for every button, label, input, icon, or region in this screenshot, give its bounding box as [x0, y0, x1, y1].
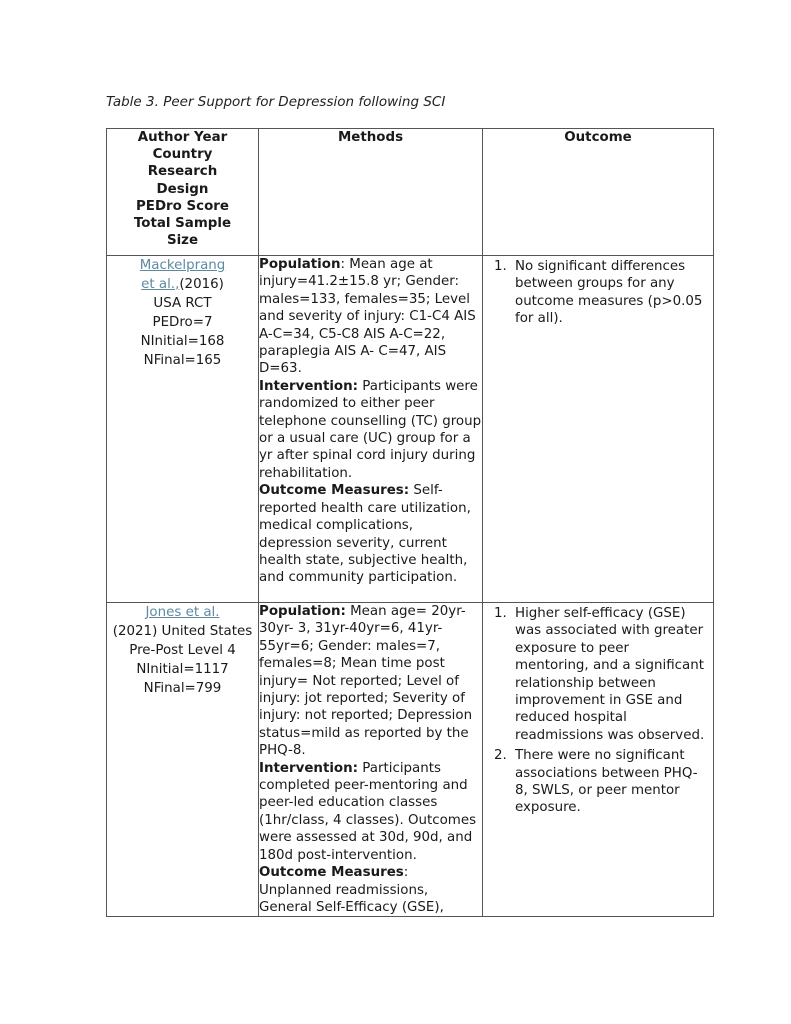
methods-separator: :	[340, 257, 350, 272]
study-line: NInitial=168	[140, 334, 225, 349]
study-line: USA RCT	[153, 296, 212, 311]
table-row	[107, 256, 714, 603]
outcome-cell	[483, 603, 714, 917]
study-year: (2016)	[179, 277, 224, 292]
header-author-line: Total Sample	[133, 216, 232, 232]
methods-section-text: Mean age at injury=41.2±15.8 yr; Gender: males=133, females=35; Level and severity of injury: C1-C4 AIS A-C=34, C5-C8 AIS A-C=22, paraplegia AIS A- C=47, AIS D=63.	[259, 257, 476, 377]
outcome-item: 1. Higher self-efficacy (GSE) was associated with greater exposure to peer mentoring, and a significant relationship between improvement in GSE and reduced hospital readmissions was observed.	[511, 605, 705, 744]
study-line: NFinal=799	[143, 681, 222, 696]
study-cell	[107, 256, 259, 603]
header-author-line: PEDro Score	[135, 198, 229, 214]
methods-section-label: Intervention:	[259, 378, 359, 394]
outcome-list	[483, 603, 713, 817]
methods-section-label: Population:	[259, 604, 346, 619]
peer-support-table	[106, 128, 714, 917]
outcome-list	[483, 256, 713, 328]
study-line: NInitial=1117	[136, 662, 229, 677]
study-link[interactable]: Mackelprang	[139, 258, 226, 273]
methods-section-label: Outcome Measures:	[259, 483, 410, 499]
outcome-cell	[483, 256, 714, 603]
header-author	[107, 129, 259, 256]
methods-section-text: Participants were randomized to either peer telephone counselling (TC) group or a usual care (UC) group for a yr after spinal cord injury during rehabilitation.	[259, 378, 482, 481]
methods-section-text: Participants completed peer-mentoring and peer-led education classes (1hr/class, 4 classes). Outcomes were assessed at 30d, 90d, and 180d post-intervention.	[259, 760, 477, 863]
methods-separator: :	[403, 865, 409, 881]
methods-section-label: Population	[259, 257, 341, 272]
table-header-row	[107, 129, 714, 256]
header-methods: Methods	[259, 129, 483, 256]
header-author-line: Research	[147, 164, 218, 180]
study-link[interactable]: et al.,	[141, 277, 180, 292]
methods-cell	[259, 256, 483, 603]
study-line: (2021) United States	[112, 624, 253, 639]
study-cell	[107, 603, 259, 917]
methods-section-label: Intervention:	[259, 760, 359, 776]
study-line: PEDro=7	[152, 315, 213, 330]
table-caption: Table 3. Peer Support for Depression following SCI	[106, 94, 446, 110]
methods-section-label: Outcome Measures	[259, 865, 404, 881]
outcome-item: 2. There were no significant associations between PHQ-8, SWLS, or peer mentor exposure.	[511, 747, 705, 817]
table-row	[107, 603, 714, 917]
header-author-line: Country	[152, 147, 213, 163]
methods-section-text: Unplanned readmissions, General Self-Efficacy (GSE),	[259, 882, 444, 915]
header-author-line: Author Year	[137, 130, 228, 145]
study-line: Pre-Post Level 4	[129, 643, 236, 658]
methods-section-text: Mean age= 20yr-30yr- 3, 31yr-40yr=6, 41yr-55yr=6; Gender: males=7, females=8; Mean time post injury= Not reported; Level of injury: jot reported; Severity of injury: not reported; Depression status=mild as reported by the PHQ-8.	[259, 604, 473, 759]
header-author-line: Design	[156, 181, 209, 197]
study-line: NFinal=165	[143, 353, 222, 368]
study-link[interactable]: Jones et al.	[145, 605, 220, 620]
header-outcome: Outcome	[483, 129, 714, 256]
outcome-item: 1. No significant differences between groups for any outcome measures (p>0.05 for all).	[511, 258, 705, 328]
methods-section-text: Self-reported health care utilization, medical complications, depression severity, current health state, subjective health, and community participation.	[259, 483, 471, 586]
header-author-line: Size	[166, 233, 199, 249]
methods-cell	[259, 603, 483, 917]
